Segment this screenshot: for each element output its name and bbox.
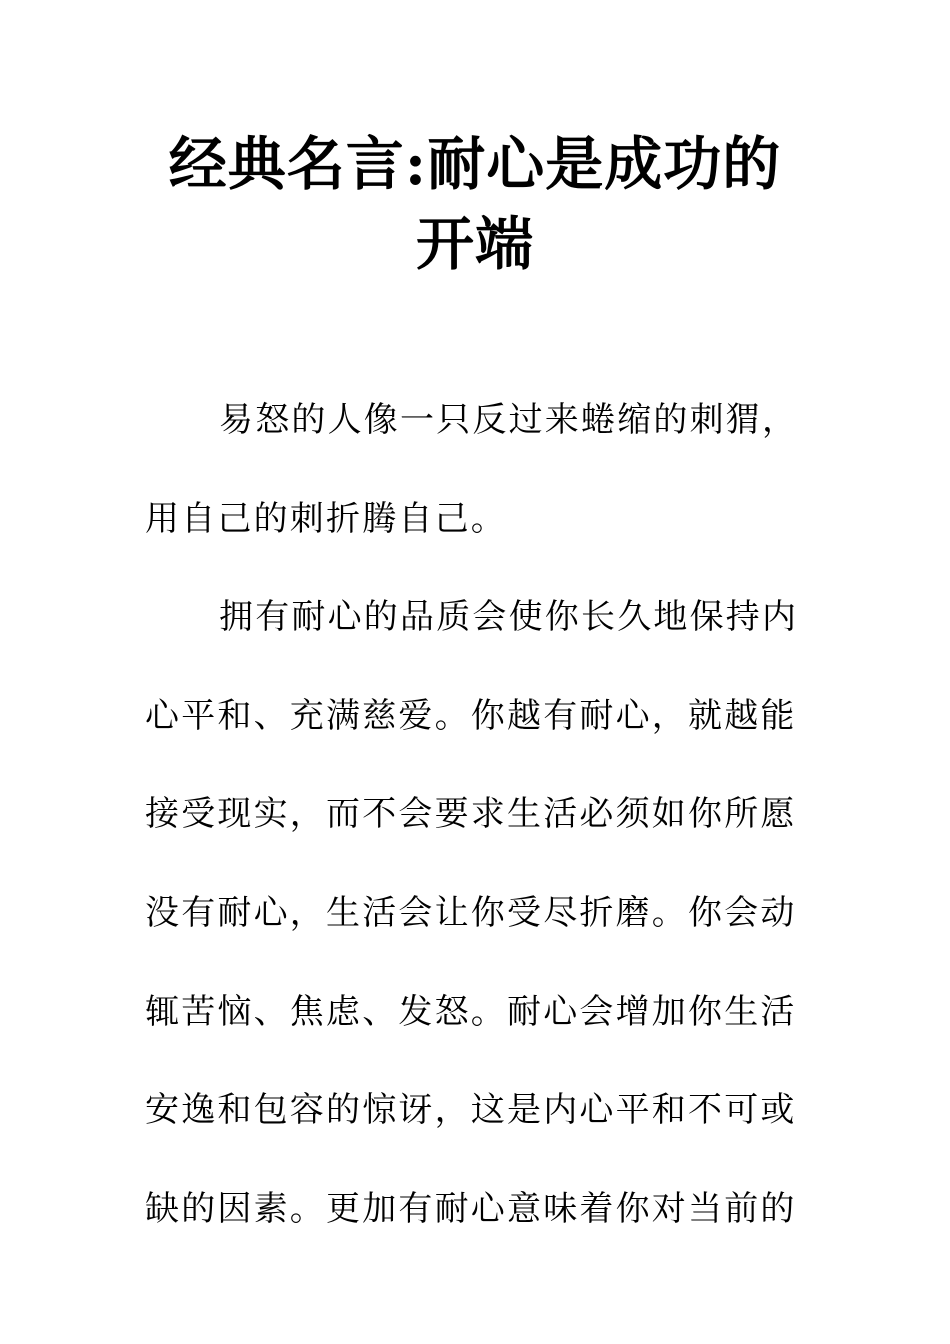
document-body	[145, 371, 805, 1258]
paragraph-line: 易怒的人像一只反过来蜷缩的刺猬，	[219, 400, 799, 440]
paragraph-1	[145, 371, 805, 568]
paragraph-line: 心平和、充满慈爱。你越有耐心，就越能	[145, 695, 797, 736]
paragraph-line: 用自己的刺折腾自己。	[145, 498, 507, 539]
paragraph-line: 没有耐心，生活会让你受尽折磨。你会动	[145, 892, 797, 933]
paragraph-line: 拥有耐心的品质会使你长久地保持内	[219, 597, 799, 638]
paragraph-line: 接受现实，而不会要求生活必须如你所愿	[145, 794, 797, 835]
paragraph-line: 缺的因素。更加有耐心意味着你对当前的	[145, 1188, 797, 1229]
document-title: 经典名言:耐心是成功的开端	[168, 130, 782, 278]
paragraph-2	[145, 568, 805, 1258]
paragraph-line: 安逸和包容的惊讶，这是内心平和不可或	[145, 1090, 797, 1131]
paragraph-line: 辄苦恼、焦虑、发怒。耐心会增加你生活	[145, 991, 797, 1032]
